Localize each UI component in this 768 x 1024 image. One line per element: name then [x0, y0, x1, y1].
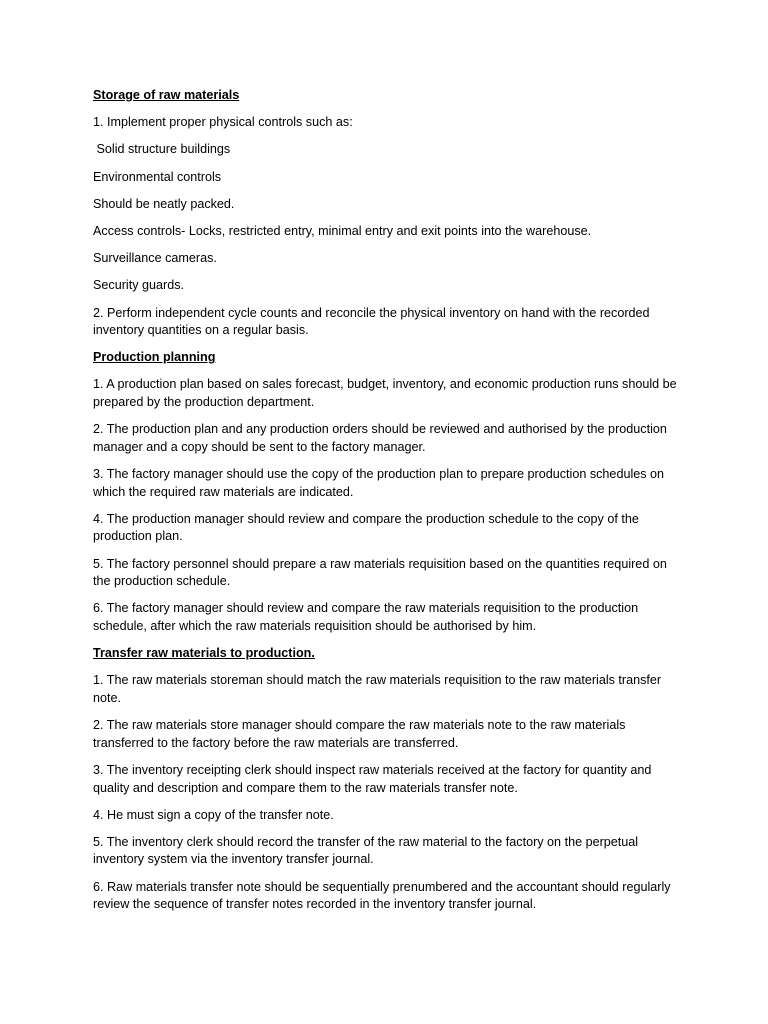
section-production-planning [93, 349, 683, 635]
paragraph: Solid structure buildings [93, 142, 231, 157]
section-transfer [93, 645, 683, 914]
paragraph: 5. The factory personnel should prepare a raw materials requisition based on the quantities required on the production schedule. [93, 556, 667, 589]
paragraph: 3. The inventory receipting clerk should inspect raw materials received at the factory for quantity and quality and description and compare them to the raw materials transfer note. [93, 762, 652, 795]
section-heading: Transfer raw materials to production. [93, 646, 315, 661]
paragraph: 5. The inventory clerk should record the transfer of the raw material to the factory on the perpetual inventory system via the inventory transfer journal. [93, 834, 639, 867]
paragraph: 6. The factory manager should review and compare the raw materials requisition to the production schedule, after which the raw materials requisition should be authorised by him. [93, 601, 639, 633]
paragraph: 2. Perform independent cycle counts and reconcile the physical inventory on hand with the recorded inventory quantities on a regular basis. [93, 305, 650, 338]
paragraph: 1. The raw materials storeman should match the raw materials requisition to the raw materials transfer note. [93, 673, 662, 705]
paragraph: 2. The raw materials store manager should compare the raw materials note to the raw materials transferred to the factory before the raw materials are transferred. [93, 718, 626, 750]
paragraph: 3. The factory manager should use the copy of the production plan to prepare production schedules on which the required raw materials are indicated. [93, 467, 665, 499]
paragraph: Should be neatly packed. [93, 196, 235, 211]
paragraph: Access controls- Locks, restricted entry, minimal entry and exit points into the warehouse. [93, 223, 592, 238]
section-heading: Storage of raw materials [93, 88, 240, 102]
paragraph: 4. He must sign a copy of the transfer note. [93, 807, 334, 822]
paragraph: 4. The production manager should review and compare the production schedule to the copy of the production plan. [93, 511, 639, 544]
paragraph: 1. A production plan based on sales forecast, budget, inventory, and economic production runs should be prepared by the production department. [93, 377, 677, 410]
paragraph: Surveillance cameras. [93, 251, 217, 266]
paragraph: Environmental controls [93, 169, 222, 184]
paragraph: 1. Implement proper physical controls such as: [93, 115, 353, 130]
paragraph: 2. The production plan and any production orders should be reviewed and authorised by the production manager and a copy should be sent to the factory manager. [93, 422, 667, 454]
section-storage [93, 87, 683, 340]
document-page [93, 87, 683, 923]
paragraph: 6. Raw materials transfer note should be sequentially prenumbered and the accountant should regularly review the sequence of transfer notes recorded in the inventory transfer journal. [93, 879, 671, 912]
paragraph: Security guards. [93, 278, 184, 293]
section-heading: Production planning [93, 350, 216, 365]
